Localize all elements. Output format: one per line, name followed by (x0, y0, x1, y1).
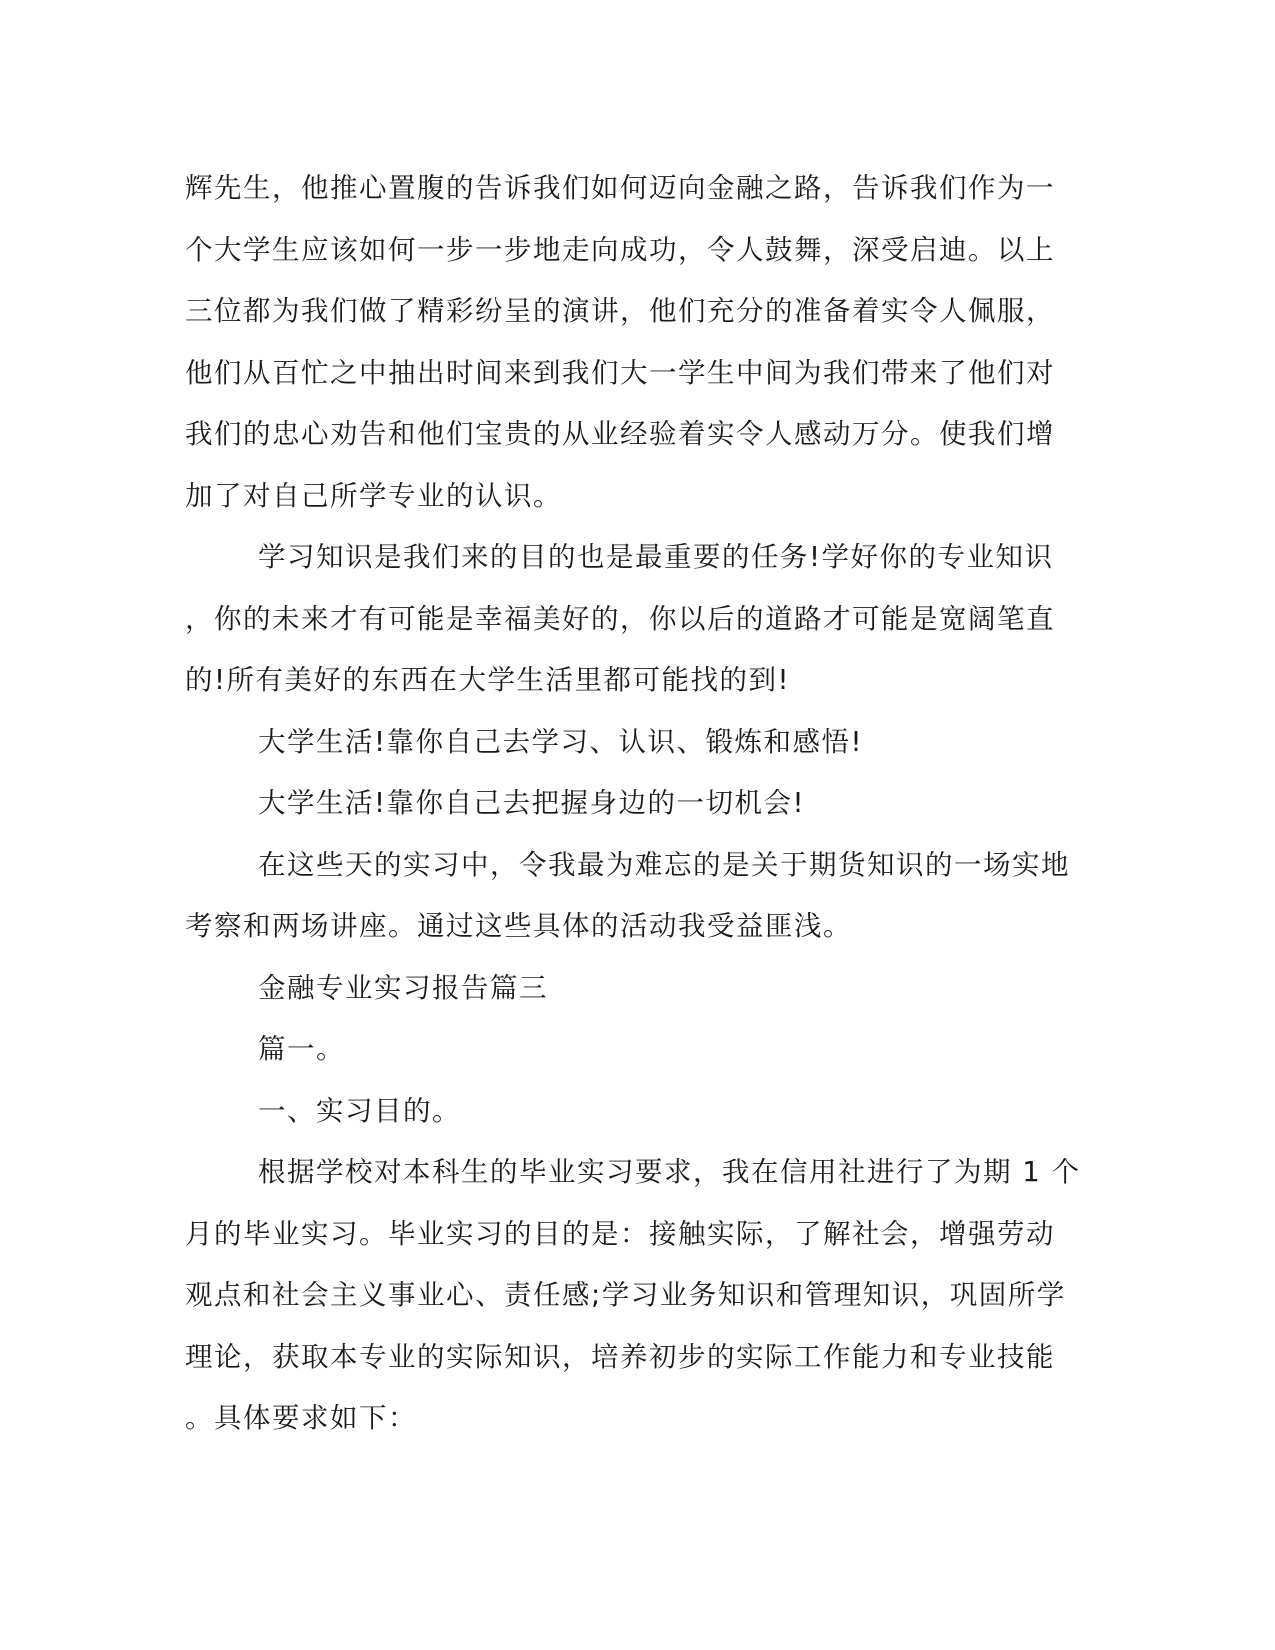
section-subtitle: 篇一。 (258, 1033, 345, 1065)
text-line: 个大学生应该如何一步一步地走向成功，令人鼓舞，深受启迪。以上 (185, 233, 1055, 266)
text-line: 我们的忠心劝告和他们宝贵的从业经验着实令人感动万分。使我们增 (185, 418, 1055, 450)
text-line: 辉先生，他推心置腹的告诉我们如何迈向金融之路，告诉我们作为一 (185, 172, 1055, 204)
text-line: 他们从百忙之中抽出时间来到我们大一学生中间为我们带来了他们对 (185, 356, 1055, 389)
text-line: ，你的未来才有可能是幸福美好的，你以后的道路才可能是宽阔笔直 (185, 602, 1055, 635)
text-line: 。具体要求如下： (185, 1402, 417, 1434)
text-line: 考察和两场讲座。通过这些具体的活动我受益匪浅。 (185, 910, 852, 942)
section-heading: 一、实习目的。 (258, 1094, 461, 1127)
text-line: 三位都为我们做了精彩纷呈的演讲，他们充分的准备着实令人佩服， (185, 295, 1055, 327)
text-line: 月的毕业实习。毕业实习的目的是：接触实际，了解社会，增强劳动 (185, 1217, 1055, 1250)
text-line: 根据学校对本科生的毕业实习要求，我在信用社进行了为期 1 个 (258, 1156, 1081, 1188)
section-title: 金融专业实习报告篇三 (258, 971, 548, 1004)
text-line: 加了对自己所学专业的认识。 (185, 479, 562, 512)
text-line: 理论，获取本专业的实际知识，培养初步的实际工作能力和专业技能 (185, 1340, 1055, 1373)
document-body (185, 158, 1081, 1450)
text-line: 学习知识是我们来的目的也是最重要的任务!学好你的专业知识 (258, 541, 1054, 573)
text-line: 观点和社会主义事业心、责任感;学习业务知识和管理知识，巩固所学 (185, 1279, 1066, 1311)
text-line: 大学生活!靠你自己去学习、认识、锻炼和感悟! (258, 725, 864, 758)
text-line: 大学生活!靠你自己去把握身边的一切机会! (258, 787, 806, 819)
text-line: 的!所有美好的东西在大学生活里都可能找的到! (185, 664, 791, 696)
text-line: 在这些天的实习中，令我最为难忘的是关于期货知识的一场实地 (258, 848, 1070, 881)
